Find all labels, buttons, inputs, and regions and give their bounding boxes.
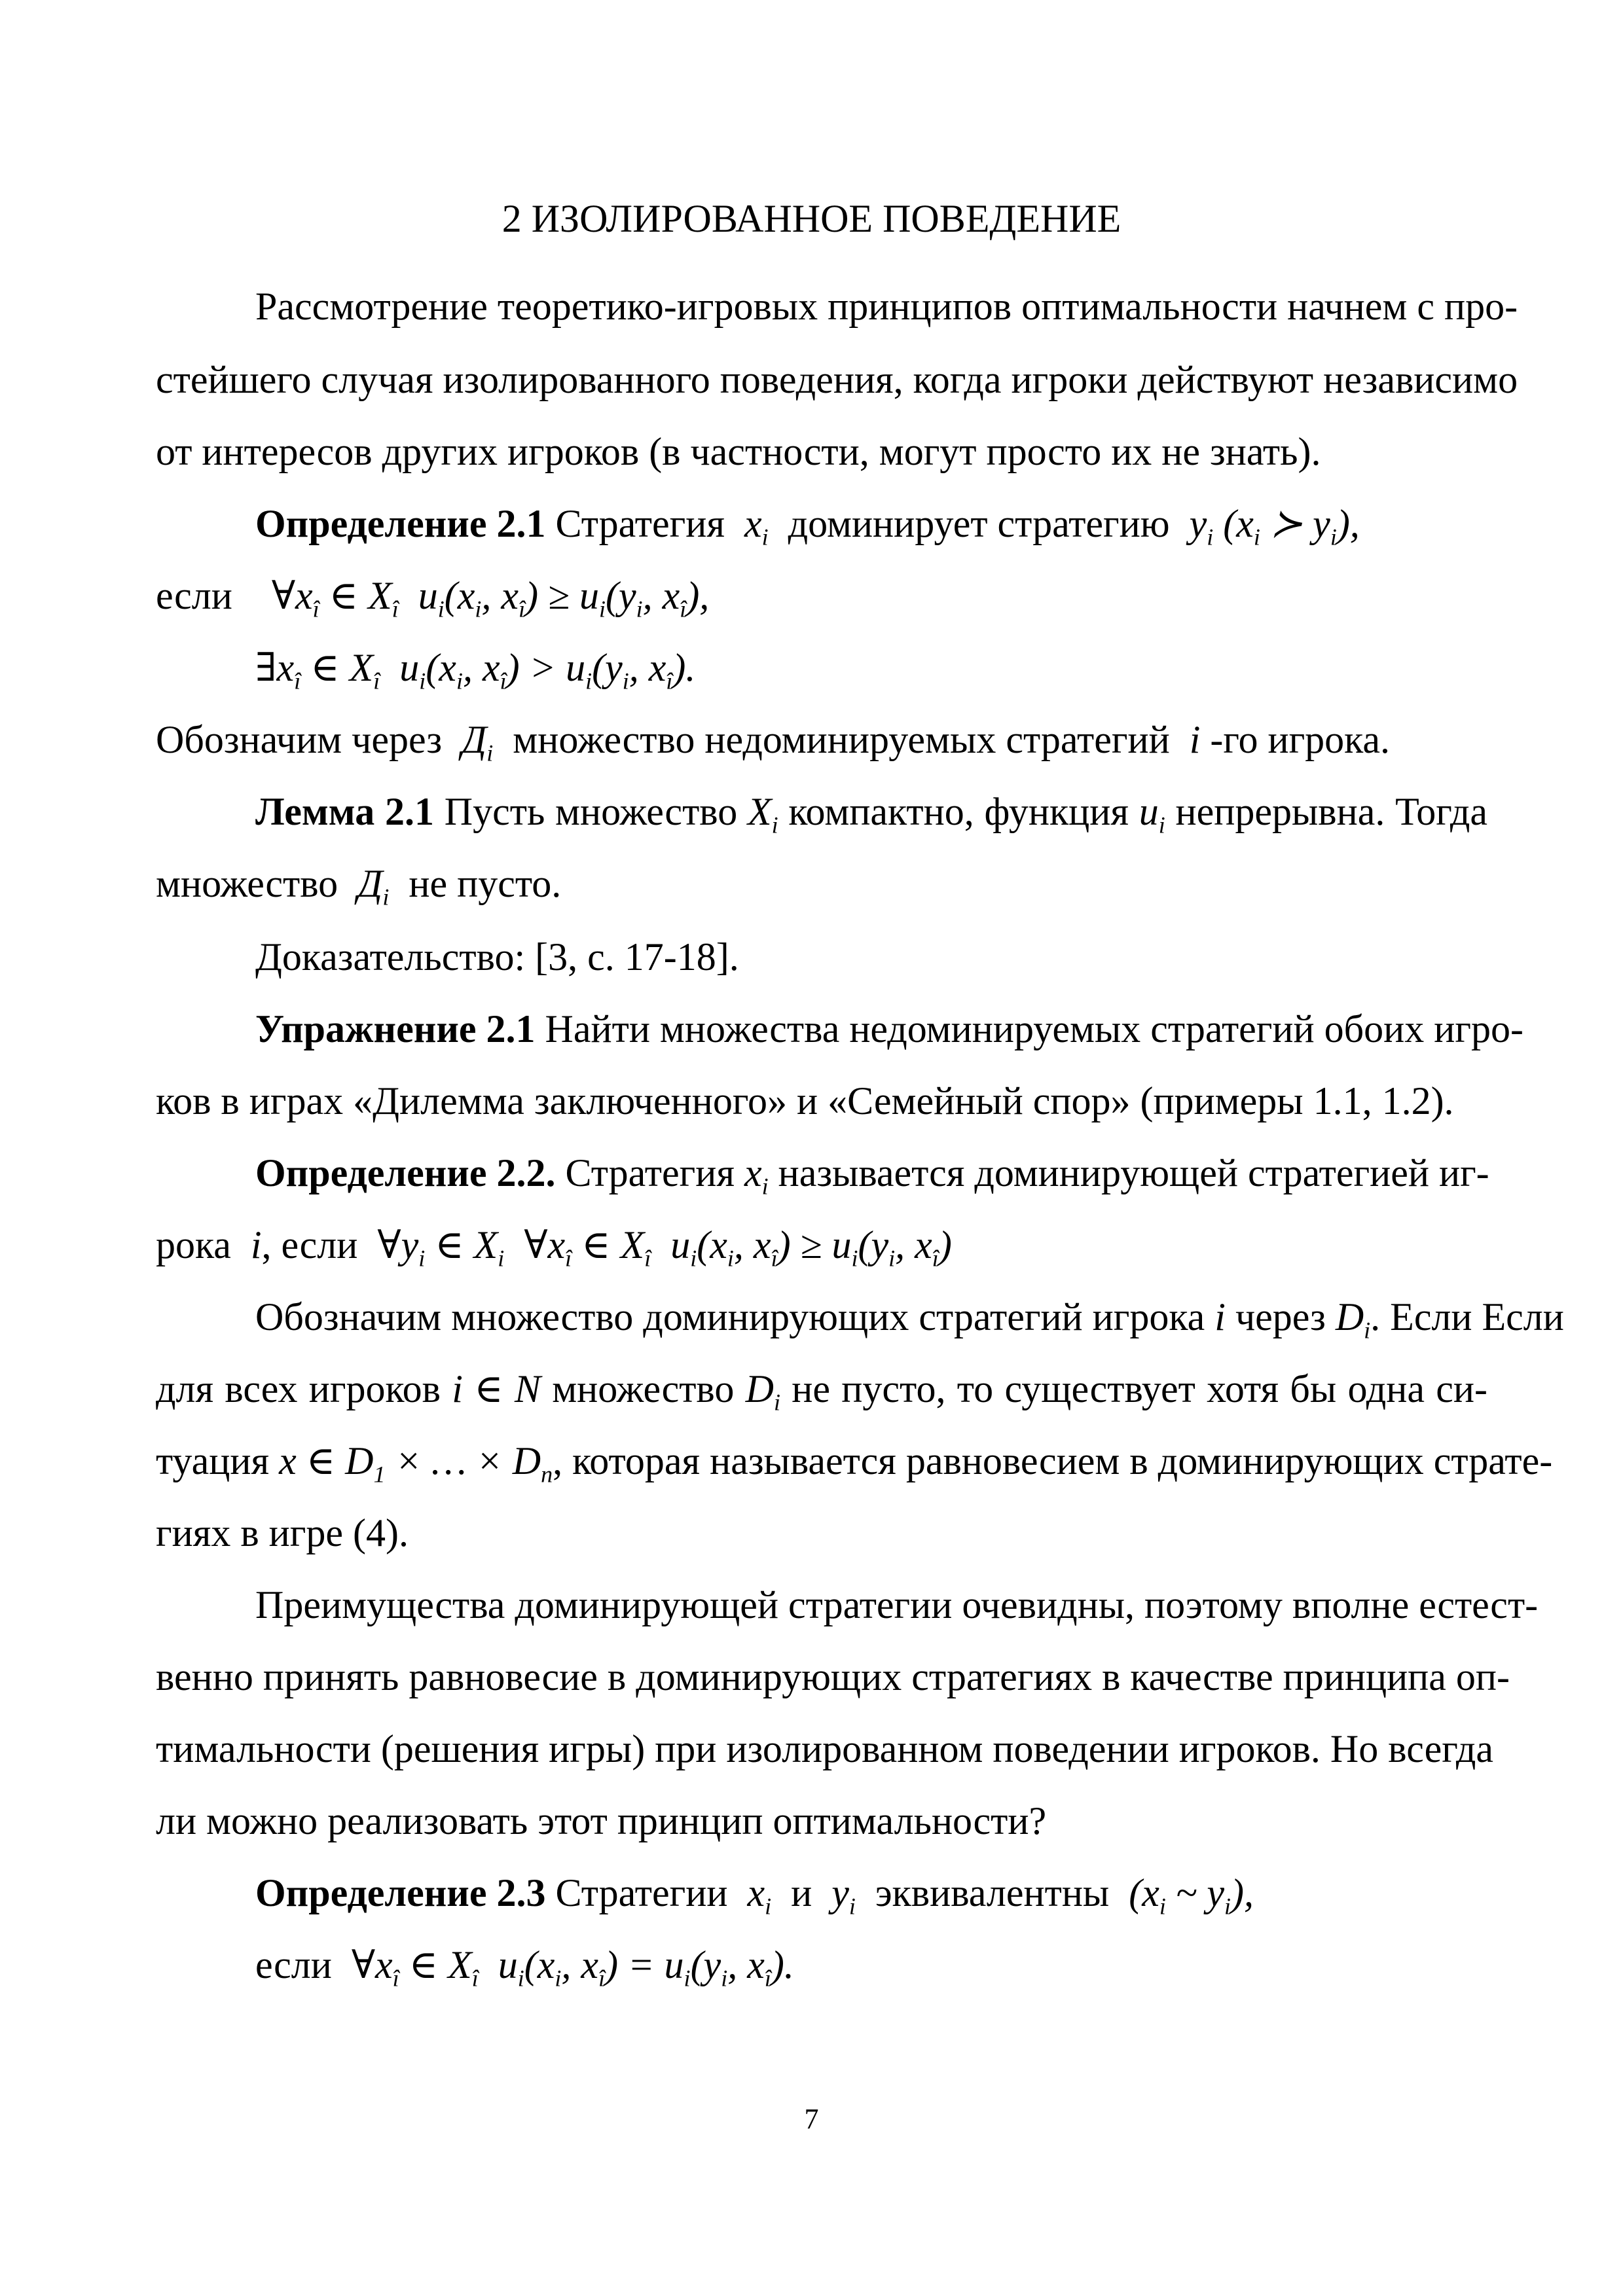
definition-2-3: Определение 2.3 Стратегии $x_i$ и $y_i$ эквивалентны ($x_i$ ~ $y_i$), [255, 1871, 1254, 1920]
lemma-2-1: Лемма 2.1 Пусть множество $X_i$ компактно, функция $u_i$ непрерывна. Тогда [255, 790, 1488, 838]
dominant-paragraph-line: для всех игроков i ∈ N множество $D_i$ не пусто, то существует хотя бы одна си- [156, 1367, 1487, 1416]
intro-paragraph-line: от интересов других игроков (в частности, могут просто их не знать). [156, 430, 1321, 473]
definition-2-2-continuation: рока i, если $\forall y_i$ ∈ $X_i$ $\forall x_î$ ∈ $X_î$ $u_i(x_i$, $x_î) \ge u_i(y_i$, $x_î$) [156, 1223, 952, 1272]
intro-paragraph-line: стейшего случая изолированного поведения, когда игроки действуют независимо [156, 358, 1518, 401]
definition-2-1: Определение 2.1 Стратегия $x_i$ доминирует стратегию $y_i$ ($x_i$ ≻ $y_i$), [255, 502, 1360, 550]
page-number: 7 [804, 2103, 819, 2135]
definition-2-1-condition-1: если $\forall x_î$ ∈ $X_î$ $u_i(x_i$, $x_î) \ge u_i(y_i$, $x_î$), [156, 574, 710, 622]
lemma-label: Лемма 2.1 [255, 790, 435, 833]
exercise-label: Упражнение 2.1 [255, 1007, 536, 1050]
exercise-2-1-continuation: ков в играх «Дилемма заключенного» и «Семейный спор» (примеры 1.1, 1.2). [156, 1079, 1454, 1122]
definition-label: Определение 2.2. [255, 1151, 556, 1194]
definition-2-1-condition-2: $\exists x_î$ ∈ $X_î$ $u_i(x_i$, $x_î) > u_i(y_i$, $x_î$). [255, 646, 696, 694]
dominant-paragraph-line: Обозначим множество доминирующих стратегий игрока i через $D_i$. Если Если [255, 1295, 1564, 1344]
dominant-paragraph-line: туация x ∈ $D_1$ × … × $D_n$, которая называется равновесием в доминирующих страте- [156, 1439, 1553, 1488]
advantages-paragraph-line: ли можно реализовать этот принцип оптимальности? [156, 1799, 1047, 1842]
lemma-2-1-continuation: множество $Д_i$ не пусто. [156, 862, 562, 910]
notation-nondominated: Обозначим через $Д_i$ множество недоминируемых стратегий i -го игрока. [156, 718, 1391, 766]
definition-label: Определение 2.1 [255, 502, 546, 545]
exercise-2-1: Упражнение 2.1 Найти множества недоминируемых стратегий обоих игро- [255, 1007, 1523, 1050]
definition-2-2: Определение 2.2. Стратегия $x_i$ называется доминирующей стратегией иг- [255, 1151, 1489, 1200]
definition-label: Определение 2.3 [255, 1871, 546, 1914]
proof-reference: Доказательство: [3, с. 17-18]. [255, 935, 739, 978]
advantages-paragraph-line: тимальности (решения игры) при изолированном поведении игроков. Но всегда [156, 1727, 1493, 1770]
intro-paragraph-line: Рассмотрение теоретико-игровых принципов оптимальности начнем с про- [255, 285, 1518, 328]
section-heading: 2 ИЗОЛИРОВАННОЕ ПОВЕДЕНИЕ [501, 197, 1122, 240]
dominant-paragraph-line: гиях в игре (4). [156, 1511, 409, 1554]
definition-2-3-condition: если $\forall x_î$ ∈ $X_î$ $u_i(x_i$, $x_î) = u_i(y_i$, $x_î$). [255, 1943, 794, 1992]
advantages-paragraph-line: Преимущества доминирующей стратегии очевидны, поэтому вполне естест- [255, 1583, 1539, 1626]
advantages-paragraph-line: венно принять равновесие в доминирующих стратегиях в качестве принципа оп- [156, 1655, 1510, 1698]
